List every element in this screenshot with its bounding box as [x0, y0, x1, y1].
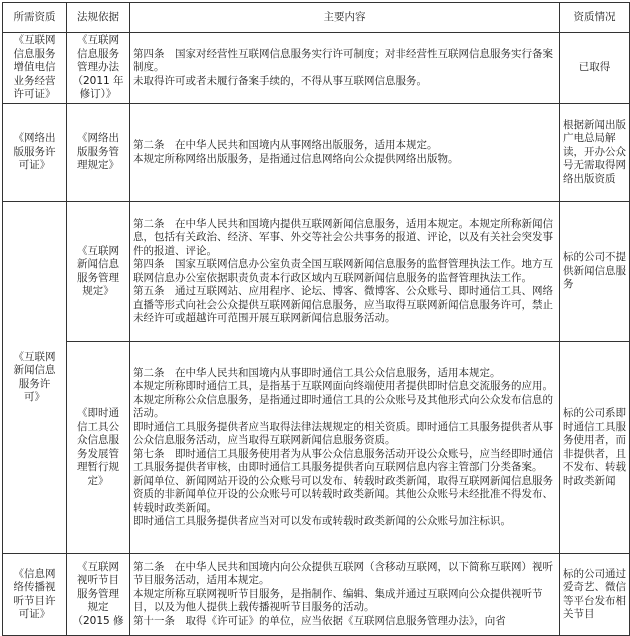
law-cell: 《即时通 信工具公 众信息服 务发展管 理暂行规 定》 — [67, 342, 130, 554]
table-row — [3, 342, 630, 554]
table-header-row — [3, 3, 630, 33]
law-cell: 《互联网 信息服务 管理办法 （2011 年 修订）》 — [67, 33, 130, 104]
table-row — [3, 554, 630, 636]
header-content: 主要内容 — [130, 3, 560, 33]
content-cell: 第四条 国家对经营性互联网信息服务实行许可制度；对非经营性互联网信息服务实行备案制度。 未取得许可或者未履行备案手续的，不得从事互联网信息服务。 — [130, 33, 560, 104]
law-cell: 《互联网 新闻信息 服务管理 规定》 — [67, 202, 130, 342]
content-cell: 第二条 在中华人民共和国境内从事即时通信工具公众信息服务，适用本规定。 本规定所称即时通信工具，是指基于互联网面向终端使用者提供即时信息交流服务的应用。本规定所称公众信息服务，是指通过即时通信工具的公众账号及其他形式向公众发布信息的活动。 即时通信工具服务提供者应当取得法律法规规定的相关资质。即时通信工具服务提供者从事公众信息服务活动，应当取得互联网新闻信息服务资质。 第七条 即时通信工具服务使用者为从事公众信息服务活动开设公众账号，应当经即时通信工具服务提供者审核，由即时通信工具服务提供者向互联网信息内容主管部门分类备案。 新闻单位、新闻网站开设的公众账号可以发布、转载时政类新闻，取得互联网新闻信息服务资质的非新闻单位开设的公众账号可以转载时政类新闻。其他公众账号未经批准不得发布、转载时政类新闻。 即时通信工具服务提供者应当对可以发布或转载时政类新闻的公众账号加注标识。 — [130, 342, 560, 554]
resource-cell: 《互联网 信息服务 增值电信 业务经营 许可证》 — [3, 33, 67, 104]
content-cell: 第二条 在中华人民共和国境内向公众提供互联网（含移动互联网，以下简称互联网）视听节目服务活动，适用本规定。 本规定所称互联网视听节目服务，是指制作、编辑、集成并通过互联网向公众提供视听节目，以及为他人提供上载传播视听节目服务的活动。 第十一条 取得《许可证》的单位，应当依据《互联网信息服务管理办法》，向省 — [130, 554, 560, 636]
table-row — [3, 33, 630, 104]
law-cell: 《互联网 视听节目 服务管理 规定 （2015 修 — [67, 554, 130, 636]
status-cell: 标的公司不提供新闻信息服务 — [560, 202, 630, 342]
resource-cell: 《信息网 络传播视 听节目许 可证》 — [3, 554, 67, 636]
table-row — [3, 104, 630, 202]
table-row — [3, 202, 630, 342]
status-cell: 标的公司通过爱奇艺、微信等平台发布相关节目 — [560, 554, 630, 636]
header-law: 法规依据 — [67, 3, 130, 33]
status-cell: 已取得 — [560, 33, 630, 104]
header-resource: 所需资质 — [3, 3, 67, 33]
status-cell: 根据新闻出版广电总局解读，开办公众号无需取得网络出版资质 — [560, 104, 630, 202]
regulation-table — [2, 2, 630, 636]
content-cell: 第二条 在中华人民共和国境内从事网络出版服务，适用本规定。 本规定所称网络出版服务，是指通过信息网络向公众提供网络出版物。 — [130, 104, 560, 202]
header-status: 资质情况 — [560, 3, 630, 33]
status-cell: 标的公司系即时通信工具服务使用者，而非提供者，且不发布、转载时政类新闻 — [560, 342, 630, 554]
content-cell: 第二条 在中华人民共和国境内提供互联网新闻信息服务，适用本规定。本规定所称新闻信息，包括有关政治、经济、军事、外交等社会公共事务的报道、评论，以及有关社会突发事件的报道、评论。 第四条 国家互联网信息办公室负责全国互联网新闻信息服务的监督管理执法工作。地方互联网信息办公室依据职责负责本行政区域内互联网新闻信息服务的监督管理执法工作。 第五条 通过互联网站、应用程序、论坛、博客、微博客、公众账号、即时通信工具、网络直播等形式向社会公众提供互联网新闻信息服务，应当取得互联网新闻信息服务许可，禁止未经许可或超越许可范围开展互联网新闻信息服务活动。 — [130, 202, 560, 342]
law-cell: 《网络出 版服务管 理规定》 — [67, 104, 130, 202]
resource-cell: 《网络出 版服务许 可证》 — [3, 104, 67, 202]
resource-cell: 《互联网 新闻信息 服务许 可》 — [3, 202, 67, 554]
